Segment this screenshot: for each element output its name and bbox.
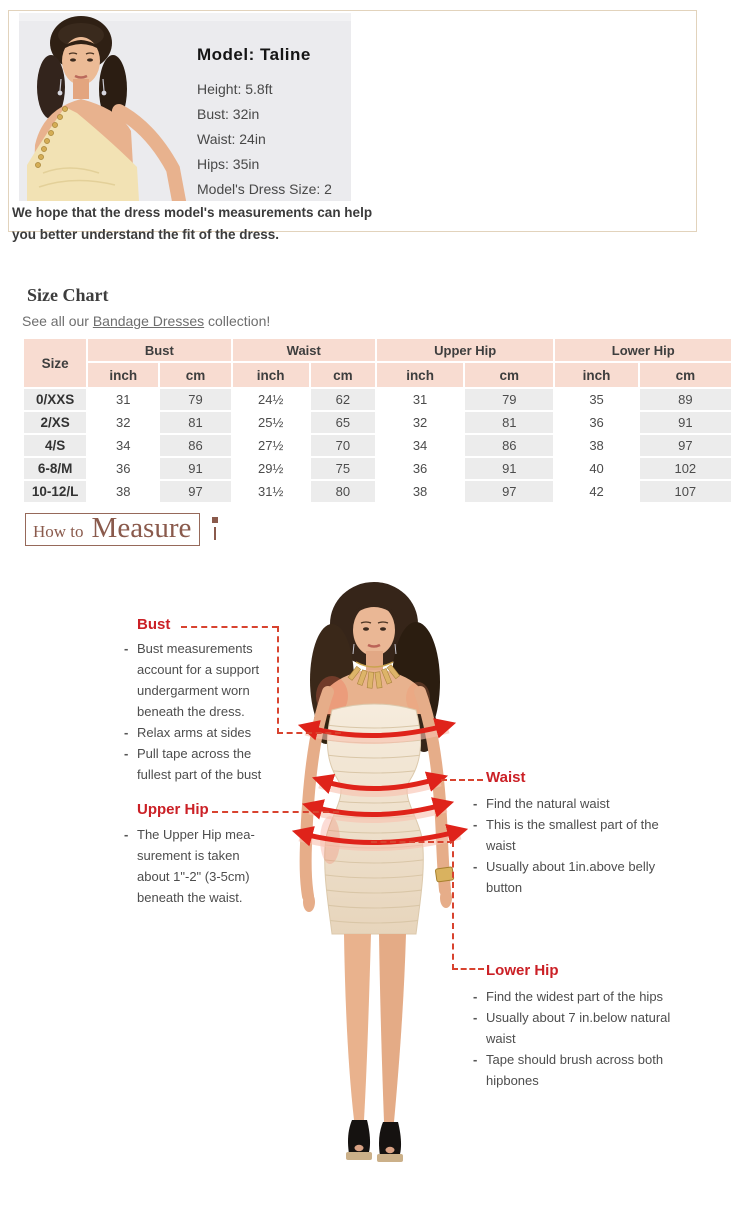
col-header-lower-hip: Lower Hip [555,339,731,361]
lower-hip-label: Lower Hip [486,962,559,979]
measure-heading-ornament-square [212,517,218,523]
upper-hip-bullet: The Upper Hip mea-surement is taken about 1"-2" (3-5cm) beneath the waist. [137,827,255,905]
bullet-marker: - [124,827,129,842]
table-cell: 40 [555,458,637,479]
bust-bullet: Bust measurements account for a support undergarment worn beneath the dress. [137,641,260,719]
table-cell: 38 [377,481,463,502]
table-cell: 70 [311,435,375,456]
unit-header-cm: cm [311,363,375,387]
upper-hip-label: Upper Hip [137,801,209,818]
table-cell: 107 [640,481,731,502]
table-cell: 79 [160,389,230,410]
table-cell: 38 [88,481,158,502]
size-cell: 2/XS [24,412,86,433]
heading-how-to: How to [33,522,84,541]
lower-hip-connector-line [452,968,484,970]
bullet-marker: - [473,796,478,811]
unit-header-inch: inch [233,363,309,387]
unit-header-inch: inch [88,363,158,387]
lower-hip-bullet: Tape should brush across both hipbones [486,1052,664,1088]
unit-header-cm: cm [640,363,731,387]
size-cell: 6-8/M [24,458,86,479]
table-cell: 86 [465,435,553,456]
unit-header-cm: cm [160,363,230,387]
table-row [24,481,731,502]
table-cell: 91 [640,412,731,433]
bust-instructions [124,638,282,785]
bullet-marker: - [473,989,478,1004]
collection-line [22,313,270,329]
table-cell: 81 [160,412,230,433]
bullet-marker: - [124,746,129,761]
measure-heading-ornament-bar [214,527,216,540]
measurement-model-image [268,572,480,1172]
bust-bullet: Pull tape across the fullest part of the bust [137,746,262,782]
unit-header-inch: inch [377,363,463,387]
table-cell: 32 [88,412,158,433]
waist-bullet: Find the natural waist [486,796,610,811]
bullet-marker: - [473,1052,478,1067]
heading-measure: Measure [91,512,192,544]
table-cell: 102 [640,458,731,479]
table-cell: 97 [465,481,553,502]
col-header-waist: Waist [233,339,375,361]
table-cell: 35 [555,389,637,410]
model-hips: Hips: 35in [197,156,260,172]
size-cell: 4/S [24,435,86,456]
table-cell: 79 [465,389,553,410]
table-cell: 25½ [233,412,309,433]
unit-header-inch: inch [555,363,637,387]
lower-hip-bullet: Find the widest part of the hips [486,989,664,1004]
model-info-box [8,10,697,242]
collection-suffix: collection! [204,313,271,329]
size-cell: 0/XXS [24,389,86,410]
table-cell: 34 [88,435,158,456]
waist-instructions [473,793,689,898]
bandage-dresses-link[interactable]: Bandage Dresses [92,313,205,329]
how-to-measure-heading [25,513,200,546]
table-cell: 32 [377,412,463,433]
table-cell: 80 [311,481,375,502]
waist-bullet: This is the smallest part of the waist [486,817,659,853]
bust-connector-line [277,732,341,734]
waist-connector-line [441,779,483,781]
table-cell: 29½ [233,458,309,479]
table-cell: 34 [377,435,463,456]
collection-prefix: See all our [22,313,93,329]
table-cell: 81 [465,412,553,433]
unit-header-cm: cm [465,363,553,387]
table-row [24,435,731,456]
model-note [12,202,372,246]
table-cell: 42 [555,481,637,502]
model-note-line2: you better understand the fit of the dress. [12,227,280,242]
lower-hip-bullet: Usually about 7 in.below natural waist [486,1010,671,1046]
table-cell: 97 [160,481,230,502]
model-measurements [197,45,332,202]
table-cell: 36 [88,458,158,479]
lower-hip-connector-line [452,841,454,970]
table-cell: 38 [555,435,637,456]
table-cell: 65 [311,412,375,433]
table-cell: 24½ [233,389,309,410]
table-cell: 36 [377,458,463,479]
bullet-marker: - [124,641,129,656]
bullet-marker: - [473,817,478,832]
waist-label: Waist [486,769,526,786]
table-cell: 86 [160,435,230,456]
table-cell: 91 [160,458,230,479]
table-cell: 31½ [233,481,309,502]
col-header-size: Size [24,339,86,387]
bust-connector-line [181,626,278,628]
table-cell: 97 [640,435,731,456]
lower-hip-connector-line [371,841,453,843]
bullet-marker: - [473,1010,478,1025]
bust-bullet: Relax arms at sides [137,725,252,740]
model-name: Model: Taline [197,45,311,64]
lower-hip-instructions [473,986,695,1091]
model-note-line1: We hope that the dress model's measurements can help [12,205,373,220]
col-header-upper-hip: Upper Hip [377,339,553,361]
table-row [24,389,731,410]
upper-hip-connector-line [212,811,339,813]
model-height: Height: 5.8ft [197,81,273,97]
upper-hip-instructions [124,824,269,908]
waist-bullet: Usually about 1in.above belly button [486,859,656,895]
bullet-marker: - [473,859,478,874]
table-cell: 31 [377,389,463,410]
table-cell: 36 [555,412,637,433]
model-dress-size: Model's Dress Size: 2 [197,181,332,197]
table-cell: 31 [88,389,158,410]
col-header-bust: Bust [88,339,230,361]
table-cell: 27½ [233,435,309,456]
table-cell: 62 [311,389,375,410]
size-cell: 10-12/L [24,481,86,502]
model-waist: Waist: 24in [197,131,266,147]
table-cell: 89 [640,389,731,410]
bust-label: Bust [137,616,171,633]
size-chart-table [22,337,733,504]
size-chart-heading: Size Chart [27,285,109,305]
model-bust: Bust: 32in [197,106,260,122]
how-to-measure-box [25,513,200,546]
table-cell: 75 [311,458,375,479]
bullet-marker: - [124,725,129,740]
table-row [24,412,731,433]
table-cell: 91 [465,458,553,479]
table-row [24,458,731,479]
